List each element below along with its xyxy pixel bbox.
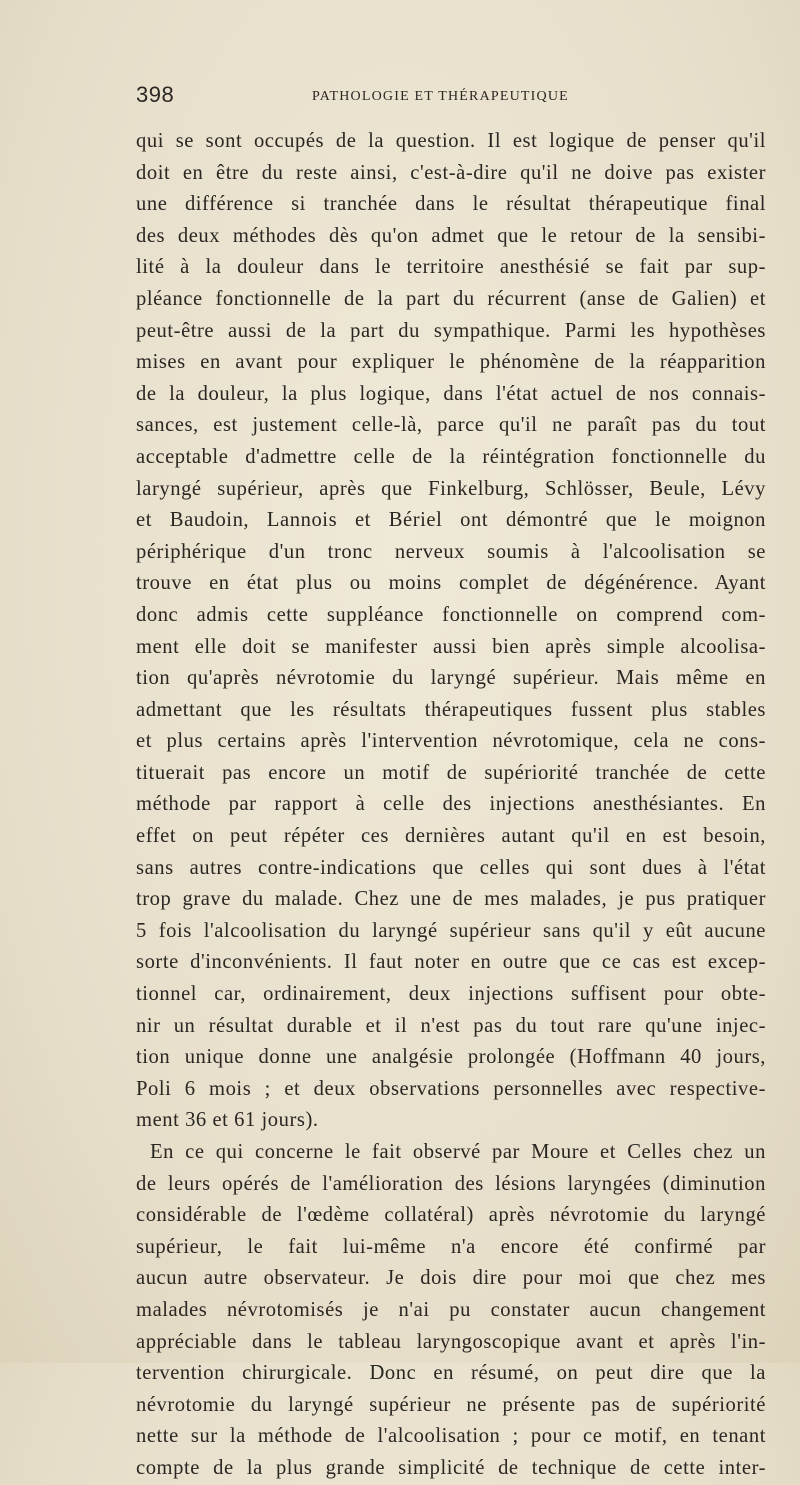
- text-line: et Baudoin, Lannois et Bériel ont démontré que le moignon: [136, 509, 766, 532]
- page-number: 398: [136, 82, 175, 107]
- text-line: nir un résultat durable et il n'est pas du tout rare qu'une injec-: [136, 1014, 766, 1037]
- text-line: sorte d'inconvénients. Il faut noter en outre que ce cas est excep-: [136, 951, 766, 974]
- text-line: tion qu'après névrotomie du laryngé supérieur. Mais même en: [136, 667, 766, 690]
- text-line: admettant que les résultats thérapeutiques fussent plus stables: [136, 698, 766, 721]
- paragraph-2: [136, 1137, 766, 1485]
- text-line: lité à la douleur dans le territoire anesthésié se fait par sup-: [136, 256, 766, 279]
- text-line: acceptable d'admettre celle de la réintégration fonctionnelle du: [136, 445, 766, 468]
- text-line: donc admis cette suppléance fonctionnelle on comprend com-: [136, 603, 766, 626]
- text-line: sans autres contre-indications que celles qui sont dues à l'état: [136, 856, 766, 879]
- text-line: effet on peut répéter ces dernières autant qu'il en est besoin,: [136, 825, 766, 848]
- text-line: une différence si tranchée dans le résultat thérapeutique final: [136, 193, 766, 216]
- text-line: 5 fois l'alcoolisation du laryngé supérieur sans qu'il y eût aucune: [136, 919, 766, 942]
- text-line: tervention chirurgicale. Donc en résumé, on peut dire que la: [136, 1362, 766, 1385]
- text-line: qui se sont occupés de la question. Il est logique de penser qu'il: [136, 130, 766, 152]
- text-line: laryngé supérieur, après que Finkelburg, Schlösser, Beule, Lévy: [136, 477, 766, 500]
- text-line: névrotomie du laryngé supérieur ne présente pas de supériorité: [136, 1393, 766, 1416]
- text-line: trouve en état plus ou moins complet de dégénérence. Ayant: [136, 572, 766, 595]
- text-line: compte de la plus grande simplicité de technique de cette inter-: [136, 1456, 766, 1479]
- text-line: tion unique donne une analgésie prolongée (Hoffmann 40 jours,: [136, 1046, 766, 1069]
- text-line: peut-être aussi de la part du sympathique. Parmi les hypothèses: [136, 319, 766, 342]
- text-line: appréciable dans le tableau laryngoscopique avant et après l'in-: [136, 1330, 766, 1353]
- text-line: nette sur la méthode de l'alcoolisation ; pour ce motif, en tenant: [136, 1425, 766, 1448]
- text-line: tionnel car, ordinairement, deux injections suffisent pour obte-: [136, 983, 766, 1006]
- text-line: méthode par rapport à celle des injections anesthésiantes. En: [136, 793, 766, 816]
- text-line: doit en être du reste ainsi, c'est-à-dire qu'il ne doive pas exister: [136, 161, 766, 184]
- page-header: [136, 82, 766, 114]
- text-line: Poli 6 mois ; et deux observations personnelles avec respective-: [136, 1077, 766, 1100]
- text-line: de la douleur, la plus logique, dans l'état actuel de nos connais-: [136, 382, 766, 405]
- text-line: malades névrotomisés je n'ai pu constater aucun changement: [136, 1298, 766, 1321]
- text-line: En ce qui concerne le fait observé par Moure et Celles chez un: [150, 1141, 766, 1163]
- text-line: ment 36 et 61 jours).: [136, 1109, 319, 1132]
- body-text: [136, 126, 766, 1485]
- text-line: considérable de l'œdème collatéral) après névrotomie du laryngé: [136, 1204, 766, 1227]
- text-line: de leurs opérés de l'amélioration des lésions laryngées (diminution: [136, 1172, 766, 1195]
- paragraph-1: [136, 126, 766, 1137]
- text-line: mises en avant pour expliquer le phénomène de la réapparition: [136, 351, 766, 374]
- text-line: sances, est justement celle-là, parce qu'il ne paraît pas du tout: [136, 414, 766, 437]
- text-line: aucun autre observateur. Je dois dire pour moi que chez mes: [136, 1267, 766, 1290]
- running-title: PATHOLOGIE ET THÉRAPEUTIQUE: [312, 89, 569, 104]
- text-line: tituerait pas encore un motif de supériorité tranchée de cette: [136, 761, 766, 784]
- text-line: périphérique d'un tronc nerveux soumis à l'alcoolisation se: [136, 540, 766, 563]
- text-line: trop grave du malade. Chez une de mes malades, je pus pratiquer: [136, 888, 766, 911]
- text-line: des deux méthodes dès qu'on admet que le retour de la sensibi-: [136, 224, 766, 247]
- text-line: et plus certains après l'intervention névrotomique, cela ne cons-: [136, 730, 766, 753]
- text-line: supérieur, le fait lui-même n'a encore été confirmé par: [136, 1235, 766, 1258]
- text-line: ment elle doit se manifester aussi bien après simple alcoolisa-: [136, 635, 766, 658]
- text-line: pléance fonctionnelle de la part du récurrent (anse de Galien) et: [136, 287, 766, 310]
